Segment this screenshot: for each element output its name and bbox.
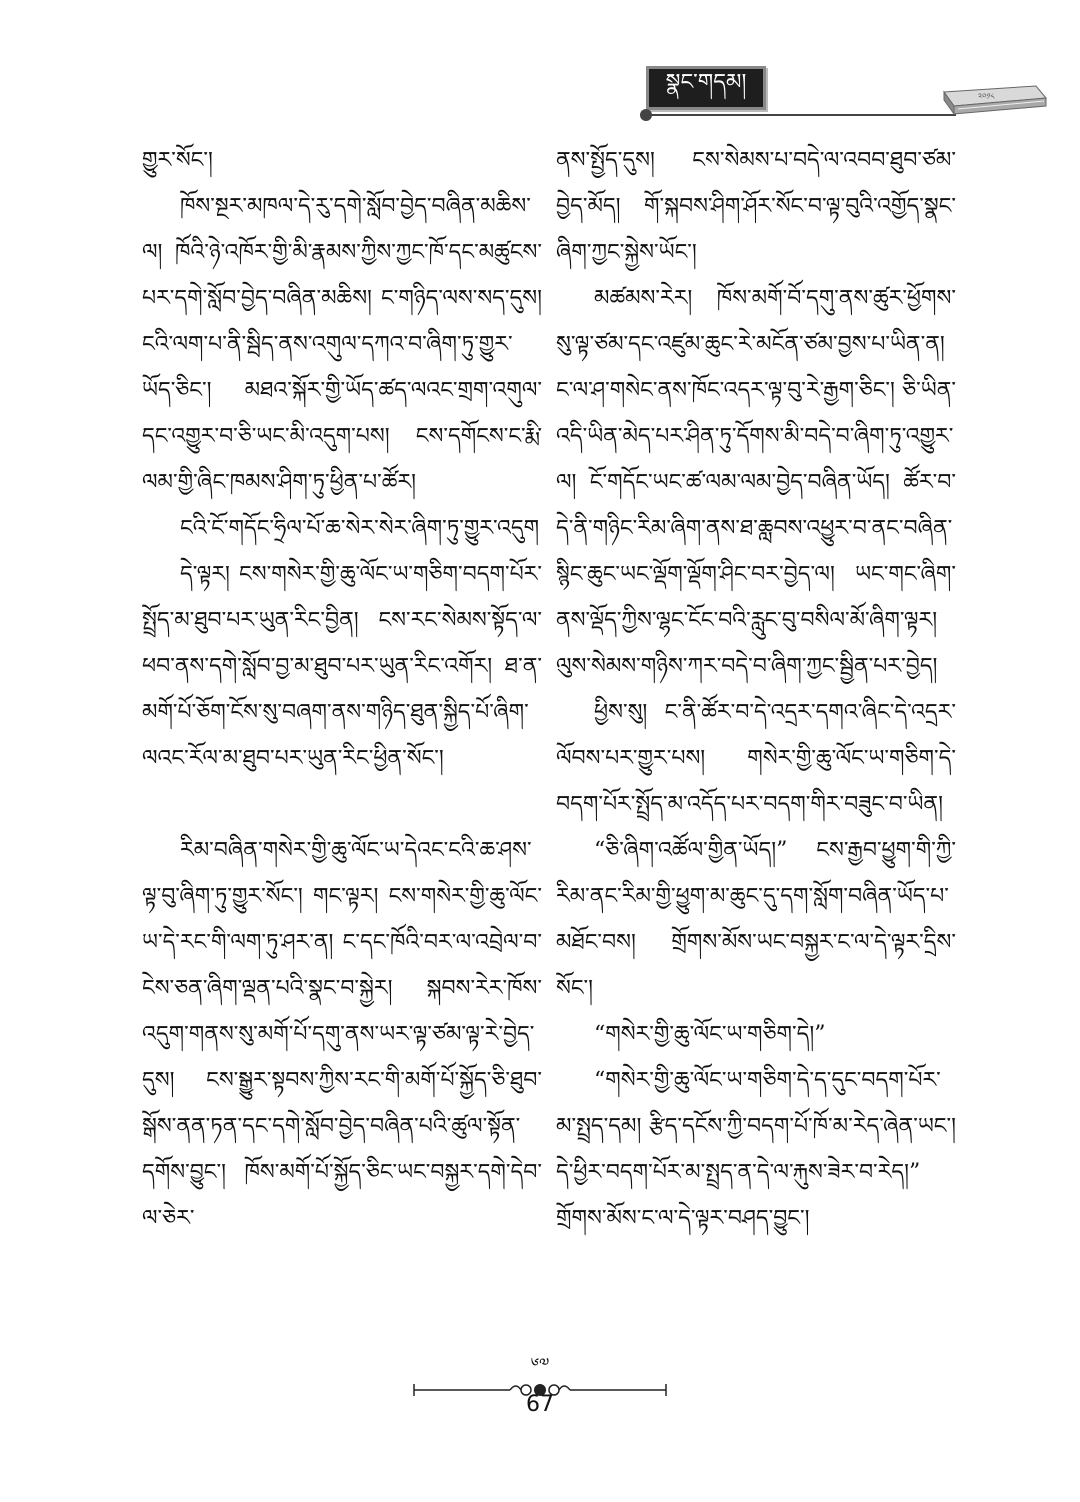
right-paragraph-3: ཕྱིས་སུ། ང་ནི་ཚོར་བ་དེ་འདྲར་དགའ་ཞིང་དེ་འདྲར་ལོབས་པར་གྱུར་པས། གསེར་གྱི་ཆུ་ལོང་ཡ་གཅིག་དེ་བདག་པོར་སྤྲོད་མ་འདོད་པར་བདག་གིར་བཟུང་བ་ཡིན། bbox=[556, 700, 956, 817]
page-number: 67 bbox=[526, 1392, 554, 1417]
right-paragraph-5: “གསེར་གྱི་ཆུ་ལོང་ཡ་གཅིག་དེ།” bbox=[594, 1022, 826, 1047]
tibetan-page-number: ༦༧ bbox=[530, 1354, 550, 1373]
left-paragraph-2: ཁོས་སྔར་མཁལ་དེ་རུ་དགེ་སློབ་བྱེད་བཞིན་མཆིས་ལ། ཁོའི་ཉེ་འཁོར་གྱི་མི་རྣམས་ཀྱིས་ཀྱང་ཁོ་དང་མཚུངས་པར་དགེ་སློབ་བྱེད་བཞིན་མཆིས། ང་གཉིད་ལས་སད་དུས། ངའི་ལག་པ་ནི་སྦིད་ནས་འགུལ་དཀའ་བ་ཞིག་ཏུ་གྱུར་ཡོད་ཅིང་། མཐའ་སྐོར་གྱི་ཡོད་ཚད་ལའང་གྲག་འགུལ་དང་འགྱུར་བ་ཅི་ཡང་མི་འདུག་པས། ངས་དགོངས་ང་རྨི་ལམ་གྱི་ཞིང་ཁམས་ཤིག་ཏུ་ཕྱིན་པ་ཚོར། bbox=[142, 194, 542, 495]
left-paragraph-4: དེ་ལྟར། ངས་གསེར་གྱི་ཆུ་ལོང་ཡ་གཅིག་བདག་པོར་སྤྲོད་མ་ཐུབ་པར་ཡུན་རིང་བྱིན། ངས་རང་སེམས་སྟོད་ལ་ཕབ་ནས་དགེ་སློབ་བྱ་མ་ཐུབ་པར་ཡུན་རིང་འགོར། ཐ་ན་མགོ་པོ་ཅོག་ངོས་སུ་བཞག་ནས་གཉིད་ཐུན་སྐྱིད་པོ་ཞིག་ལའང་རོལ་མ་ཐུབ་པར་ཡུན་རིང་ཕྱིན་སོང་། bbox=[142, 562, 542, 771]
right-paragraph-4: “ཅི་ཞིག་འཚོལ་གྱིན་ཡོད།” ངས་རྒྱབ་ཕྱུག་གི་ཀྱི་རིམ་ནང་རིམ་གྱི་ཕྱུག་མ་ཆུང་དུ་དག་སློག་བཞིན་ཡོད་པ་མཐོང་བས། གྲོགས་མོས་ཡང་བསྐྱར་ང་ལ་དེ་ལྟར་དྲིས་སོང་། bbox=[556, 838, 956, 1001]
book-icon bbox=[940, 84, 1050, 118]
right-paragraph-2: མཚམས་རེར། ཁོས་མགོ་བོ་དགུ་ནས་ཚུར་ཕྱོགས་སུ་ལྟ་ཙམ་དང་འཛུམ་ཆུང་རེ་མངོན་ཙམ་བྱས་པ་ཡིན་ན། ང་ལ་ཤ་གསེང་ནས་ཁོང་འདར་ལྟ་བུ་རེ་རྒྱག་ཅིང་། ཅི་ཡིན་འདི་ཡིན་མེད་པར་ཤིན་ཏུ་དོགས་མི་བདེ་བ་ཞིག་ཏུ་འགྱུར་ལ། ངོ་གདོང་ཡང་ཚ་ལམ་ལམ་བྱེད་བཞིན་ཡོད། ཚོར་བ་དེ་ནི་གཉིང་རིམ་ཞིག་ནས་ཐ་ཆླབས་འཕྱུར་བ་ནང་བཞིན་སྙིང་ཆུང་ཡང་ལྡོག་ལྡོག་ཤིང་བར་བྱེད་ལ། ཡང་གང་ཞིག་ནས་ལྡོད་ཀྱིས་ལྷང་ངོང་བའི་རླུང་བུ་བསིལ་མོ་ཞིག་ལྟར། ལུས་སེམས་གཉིས་ཀར་བདེ་བ་ཞིག་ཀྱང་སྦྱིན་པར་བྱེད། bbox=[556, 286, 956, 679]
right-column bbox=[556, 138, 956, 1242]
left-paragraph-5: རིམ་བཞིན་གསེར་གྱི་ཆུ་ལོང་ཡ་དེའང་ངའི་ཆ་ཤས་ལྟ་བུ་ཞིག་ཏུ་གྱུར་སོང་། གང་ལྟར། ངས་གསེར་གྱི་ཆུ་ལོང་ཡ་དེ་རང་གི་ལག་ཏུ་ཤར་ན། ང་དང་ཁོའི་བར་ལ་འབྲེལ་བ་ངེས་ཅན་ཞིག་ལྡན་པའི་སྣང་བ་སྐྱེར། སྐབས་རེར་ཁོས་འདུག་གནས་སུ་མགོ་པོ་དགུ་ནས་ཡར་ལྟ་ཙམ་ལྟ་རེ་བྱེད་དུས། ངས་སྒྱུར་སྟབས་ཀྱིས་རང་གི་མགོ་པོ་སྐྱོད་ཅི་ཐུབ་སྒོས་ནན་ཏན་དང་དགེ་སློབ་བྱེད་བཞིན་པའི་ཚུལ་སྟོན་དགོས་བྱུང་། ཁོས་མགོ་པོ་སྐྱོད་ཅིང་ཡང་བསྐྱར་དགེ་དེབ་ལ་ཅེར་ bbox=[142, 838, 542, 1231]
left-paragraph-1: གྱུར་སོང་། bbox=[142, 148, 213, 173]
right-paragraph-6: “གསེར་གྱི་ཆུ་ལོང་ཡ་གཅིག་དེ་ད་དུང་བདག་པོར་མ་སྤྲད་དམ། རྩིད་དངོས་ཀྱི་བདག་པོ་ཁོ་མ་རེད་ཞེན་ཡང་། དེ་ཕྱིར་བདག་པོར་མ་སྤྲད་ན་དེ་ལ་རྐུས་ཟེར་བ་རེད།” གྲོགས་མོས་ང་ལ་དེ་ལྟར་བཤད་བྱུང་། bbox=[556, 1068, 956, 1231]
left-column bbox=[142, 138, 542, 1242]
right-paragraph-1: ནས་སྤྱོད་དུས། ངས་སེམས་པ་བདེ་ལ་འབབ་ཐུབ་ཙམ་བྱེད་མོད། གོ་སྐབས་ཤིག་ཤོར་སོང་བ་ལྟ་བུའི་འགྱོད་སྣང་ཞིག་ཀྱང་སྐྱེས་ཡོང་། bbox=[556, 148, 956, 265]
header-rule bbox=[646, 114, 956, 116]
left-paragraph-3: ངའི་ངོ་གདོང་ཧྲིལ་པོ་ཆ་སེར་སེར་ཞིག་ཏུ་གྱུར་འདུག bbox=[180, 516, 540, 541]
section-title: སྣང་གདམ། bbox=[665, 70, 747, 95]
book-label: ༢༠༡༨ bbox=[978, 92, 995, 101]
section-title-box bbox=[646, 66, 766, 110]
